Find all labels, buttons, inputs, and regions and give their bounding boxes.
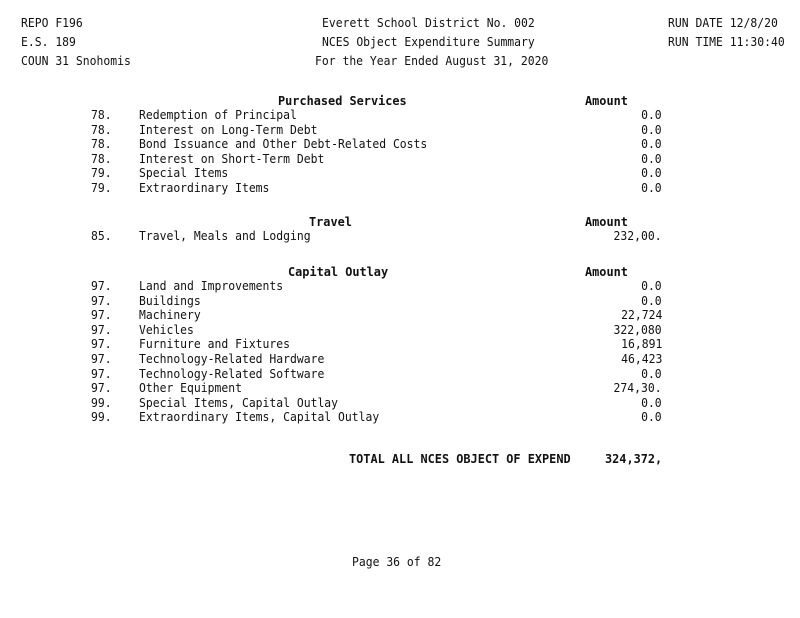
row-amount: 0.0 <box>641 294 662 308</box>
row-description: Extraordinary Items <box>139 181 270 195</box>
row-description: Interest on Long-Term Debt <box>139 123 318 137</box>
row-description: Technology-Related Hardware <box>139 352 325 366</box>
row-description: Extraordinary Items, Capital Outlay <box>139 410 380 424</box>
amount-column-header: Amount <box>585 264 628 279</box>
amount-column-header: Amount <box>585 93 628 108</box>
row-description: Other Equipment <box>139 381 242 395</box>
row-code: 97. <box>91 279 112 293</box>
row-amount: 0.0 <box>641 410 662 424</box>
row-amount: 0.0 <box>641 123 662 137</box>
row-amount: 16,891 <box>620 337 662 351</box>
row-description: Machinery <box>139 308 201 322</box>
row-description: Travel, Meals and Lodging <box>139 229 311 243</box>
row-description: Buildings <box>139 294 201 308</box>
row-description: Technology-Related Software <box>139 367 325 381</box>
section-title: Purchased Services <box>278 93 407 108</box>
header-left-line: E.S. 189 <box>21 35 76 49</box>
row-description: Furniture and Fixtures <box>139 337 291 351</box>
row-code: 99. <box>91 410 112 424</box>
header-right-line: RUN TIME 11:30:40 <box>668 35 785 49</box>
total-amount: 324,372, <box>604 451 662 466</box>
row-amount: 22,724 <box>620 308 662 322</box>
row-code: 97. <box>91 337 112 351</box>
header-center-line: Everett School District No. 002 <box>322 16 535 30</box>
row-code: 78. <box>91 152 112 166</box>
row-code: 97. <box>91 381 112 395</box>
row-code: 79. <box>91 181 112 195</box>
row-code: 78. <box>91 137 112 151</box>
row-amount: 274,30. <box>613 381 662 395</box>
page-number: Page 36 of 82 <box>352 555 442 569</box>
row-code: 79. <box>91 166 112 180</box>
row-amount: 0.0 <box>641 152 662 166</box>
row-description: Special Items <box>139 166 229 180</box>
row-amount: 0.0 <box>641 166 662 180</box>
total-label: TOTAL ALL NCES OBJECT OF EXPEND <box>349 451 571 466</box>
header-right-line: RUN DATE 12/8/20 <box>668 16 778 30</box>
header-left-line: COUN 31 Snohomis <box>21 54 131 68</box>
row-amount: 232,00. <box>613 229 662 243</box>
row-description: Vehicles <box>139 323 194 337</box>
row-amount: 46,423 <box>620 352 662 366</box>
row-code: 99. <box>91 396 112 410</box>
row-description: Land and Improvements <box>139 279 284 293</box>
header-left-line: REPO F196 <box>21 16 83 30</box>
row-code: 97. <box>91 294 112 308</box>
row-amount: 0.0 <box>641 108 662 122</box>
header-center-line: For the Year Ended August 31, 2020 <box>315 54 549 68</box>
row-amount: 0.0 <box>641 396 662 410</box>
section-title: Capital Outlay <box>288 264 389 279</box>
row-code: 78. <box>91 123 112 137</box>
row-description: Special Items, Capital Outlay <box>139 396 339 410</box>
row-code: 97. <box>91 308 112 322</box>
row-amount: 0.0 <box>641 181 662 195</box>
row-description: Redemption of Principal <box>139 108 297 122</box>
row-code: 97. <box>91 367 112 381</box>
section-title: Travel <box>309 214 352 229</box>
header-center-line: NCES Object Expenditure Summary <box>322 35 535 49</box>
row-amount: 322,080 <box>613 323 662 337</box>
row-description: Bond Issuance and Other Debt-Related Costs <box>139 137 428 151</box>
row-code: 78. <box>91 108 112 122</box>
row-amount: 0.0 <box>641 137 662 151</box>
row-description: Interest on Short-Term Debt <box>139 152 325 166</box>
amount-column-header: Amount <box>585 214 628 229</box>
row-amount: 0.0 <box>641 279 662 293</box>
row-code: 85. <box>91 229 112 243</box>
row-code: 97. <box>91 352 112 366</box>
row-code: 97. <box>91 323 112 337</box>
row-amount: 0.0 <box>641 367 662 381</box>
